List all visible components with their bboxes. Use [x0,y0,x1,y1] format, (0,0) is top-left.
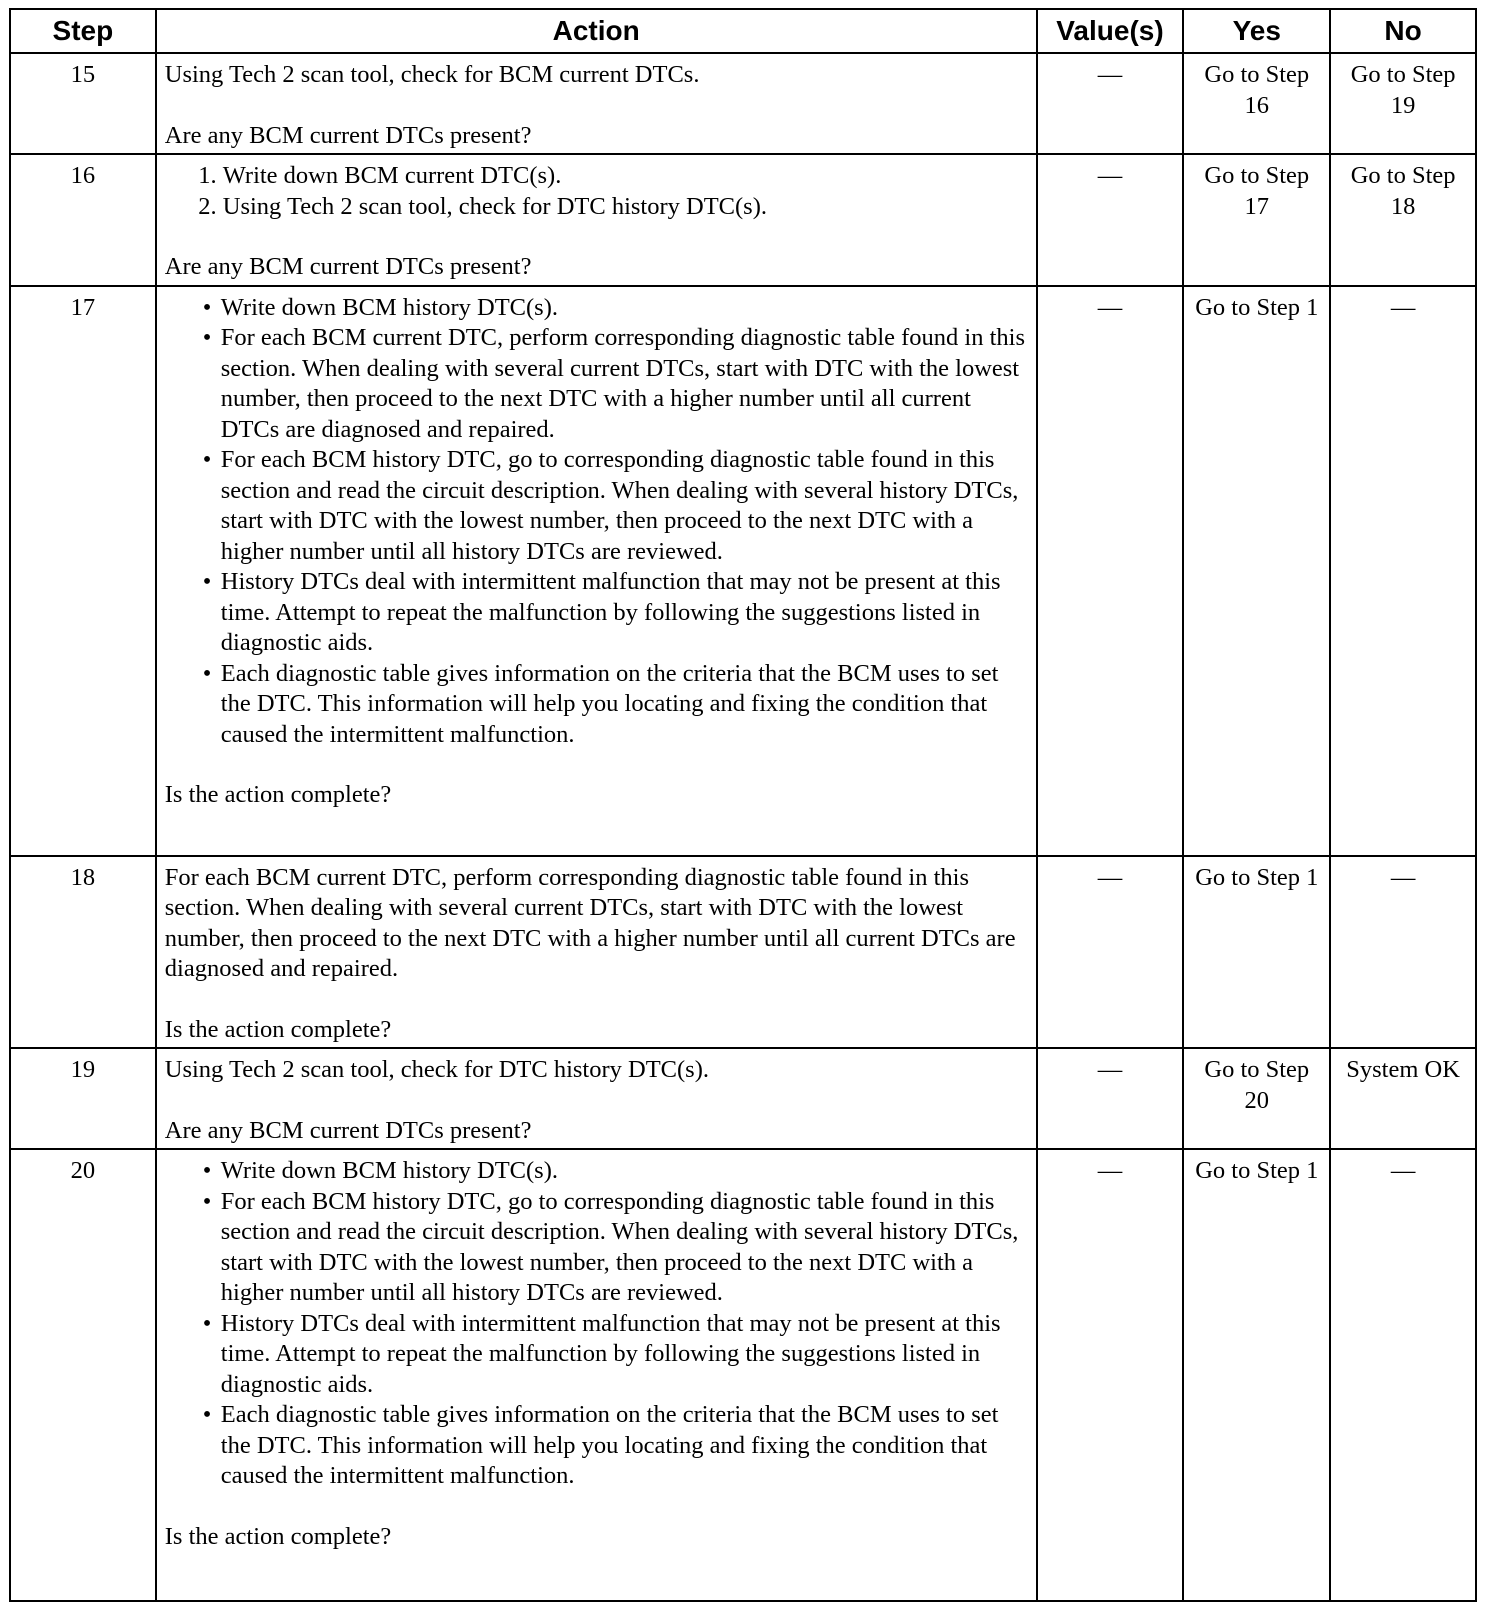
diagnostic-table [9,8,1477,1602]
action-question: Are any BCM current DTCs present? [164,121,532,149]
value-cell: — [1037,154,1184,286]
list-item [202,323,1032,445]
numbered-list [165,161,1032,222]
no-cell: Go to Step 18 [1330,154,1476,286]
step-number: 19 [10,1048,156,1149]
action-cell [156,1048,1037,1149]
yes-cell: Go to Step 20 [1183,1048,1330,1149]
bullet-icon: • [202,446,212,473]
list-item [202,659,1032,751]
action-question: Is the action complete? [164,1015,392,1043]
list-item-text: For each BCM history DTC, go to corresponding diagnostic table found in this section and read the circuit description. When dealing with several history DTCs, start with DTC with the lowest number, then proceed to the next DTC with a higher number until all history DTCs are reviewed. [220,446,1019,565]
action-text: Using Tech 2 scan tool, check for DTC history DTC(s). [164,1056,709,1083]
list-item-text: Each diagnostic table gives information on the criteria that the BCM uses to set the DTC. This information will help you locating and fixing the condition that caused the intermittent malfunction. [220,1401,999,1489]
yes-cell: Go to Step 17 [1183,154,1330,286]
table-row [10,154,1476,286]
bullet-icon: • [202,1309,212,1337]
yes-cell: Go to Step 16 [1183,53,1330,154]
action-text: Using Tech 2 scan tool, check for BCM current DTCs. [164,61,700,88]
bullet-icon: • [202,1401,212,1428]
list-item-text: For each BCM history DTC, go to corresponding diagnostic table found in this section and read the circuit description. When dealing with several history DTCs, start with DTC with the lowest number, then proceed to the next DTC with a higher number until all history DTCs are reviewed. [220,1187,1019,1306]
list-item: 2. Using Tech 2 scan tool, check for DTC history DTC(s). [223,192,1032,223]
step-number: 18 [10,856,156,1049]
step-number: 20 [10,1149,156,1601]
list-item [202,293,1032,324]
action-cell [156,286,1037,856]
header-step: Step [10,9,156,53]
step-number: 17 [10,286,156,856]
list-item [202,1187,1032,1309]
no-cell: — [1330,286,1476,856]
value-cell: — [1037,1149,1184,1601]
header-yes: Yes [1183,9,1330,53]
action-question: Are any BCM current DTCs present? [164,1116,532,1144]
table-row [10,286,1476,856]
list-item [202,567,1032,659]
no-cell: — [1330,1149,1476,1601]
action-cell [156,1149,1037,1601]
header-row [10,9,1476,53]
action-cell [156,53,1037,154]
table-row [10,53,1476,154]
action-question: Is the action complete? [164,1522,392,1550]
step-number: 16 [10,154,156,286]
action-cell [156,856,1037,1049]
bullet-list [165,293,1032,751]
list-item [202,445,1032,567]
value-cell: — [1037,1048,1184,1149]
list-item: 1. Write down BCM current DTC(s). [223,161,1032,192]
bullet-icon: • [202,1157,212,1184]
list-item [202,1156,1032,1187]
list-item [202,1309,1032,1401]
bullet-icon: • [202,1187,212,1215]
list-item-text: For each BCM current DTC, perform corresponding diagnostic table found in this section. When dealing with several current DTCs, start with DTC with the lowest number, then proceed to the next DTC with a higher number until all current DTCs are diagnosed and repaired. [220,324,1026,443]
yes-cell: Go to Step 1 [1183,856,1330,1049]
diagnostic-table-container [9,8,1477,1602]
no-cell: Go to Step 19 [1330,53,1476,154]
yes-cell: Go to Step 1 [1183,1149,1330,1601]
header-no: No [1330,9,1476,53]
list-item-text: Write down BCM history DTC(s). [220,293,558,321]
table-row [10,1048,1476,1149]
list-item-text: Each diagnostic table gives information on the criteria that the BCM uses to set the DTC. This information will help you locating and fixing the condition that caused the intermittent malfunction. [220,659,999,748]
no-cell: — [1330,856,1476,1049]
list-item [202,1400,1032,1492]
list-item-text: Write down BCM history DTC(s). [220,1157,558,1184]
action-text: For each BCM current DTC, perform corresponding diagnostic table found in this section. When dealing with several current DTCs, start with DTC with the lowest number, then proceed to the next DTC with a higher number until all current DTCs are diagnosed and repaired. [164,863,1016,982]
table-row [10,856,1476,1049]
value-cell: — [1037,53,1184,154]
value-cell: — [1037,856,1184,1049]
bullet-icon: • [202,568,212,595]
yes-cell: Go to Step 1 [1183,286,1330,856]
no-cell: System OK [1330,1048,1476,1149]
bullet-icon: • [202,659,212,687]
value-cell: — [1037,286,1184,856]
list-item-text: History DTCs deal with intermittent malfunction that may not be present at this time. Attempt to repeat the malfunction by following the suggestions listed in diagnostic aids. [220,1309,1001,1398]
action-cell [156,154,1037,286]
header-action: Action [156,9,1037,53]
bullet-icon: • [202,293,212,321]
list-item-text: History DTCs deal with intermittent malfunction that may not be present at this time. Attempt to repeat the malfunction by following the suggestions listed in diagnostic aids. [220,568,1001,656]
action-question: Are any BCM current DTCs present? [164,253,532,280]
bullet-list [165,1156,1032,1492]
bullet-icon: • [202,324,212,351]
table-row [10,1149,1476,1601]
action-question: Is the action complete? [164,781,392,808]
step-number: 15 [10,53,156,154]
header-values: Value(s) [1037,9,1184,53]
